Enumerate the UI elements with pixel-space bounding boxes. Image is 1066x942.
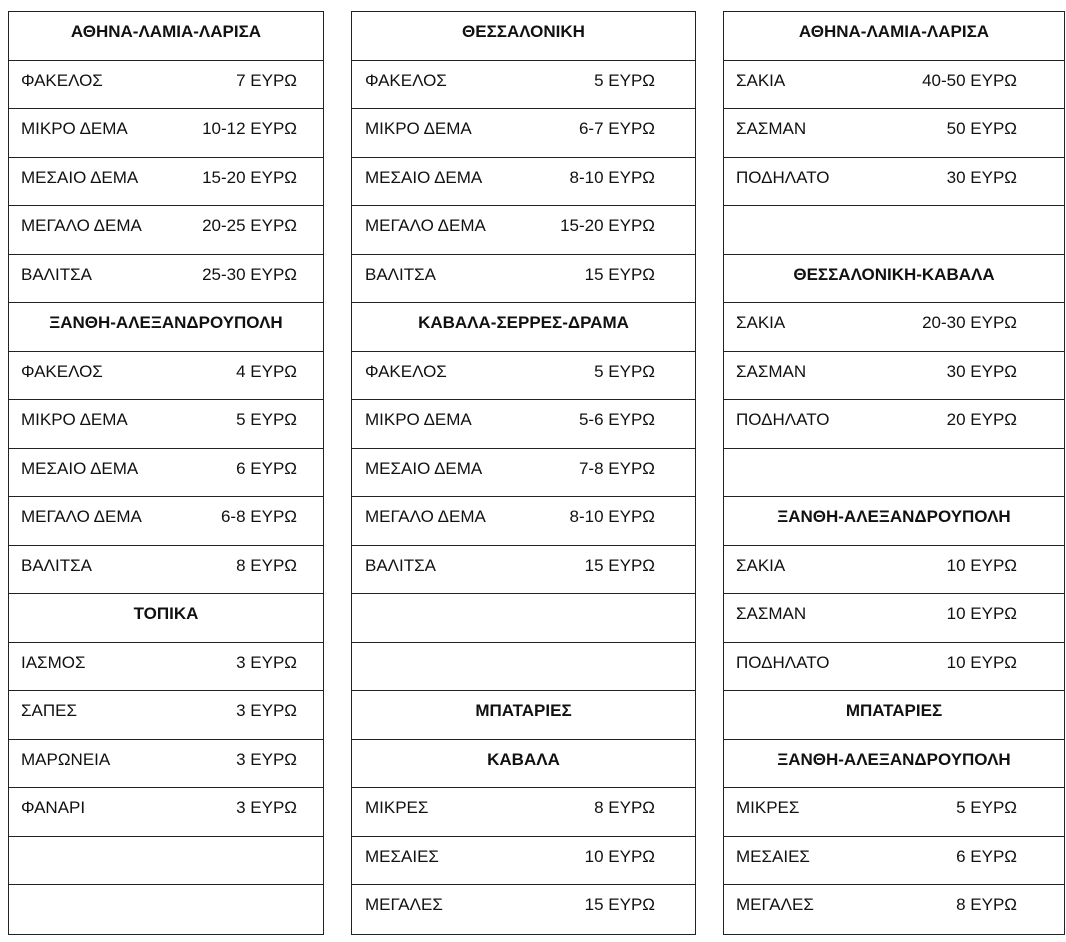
item-price: 25-30 ΕΥΡΩ [202, 264, 297, 284]
empty-cell [352, 594, 695, 643]
empty-cell [724, 206, 1064, 255]
item-price: 15-20 ΕΥΡΩ [560, 216, 655, 235]
price-row [9, 352, 323, 401]
item-label: ΣΑΚΙΑ [736, 70, 786, 90]
item-price: 6-7 ΕΥΡΩ [578, 119, 655, 138]
item-label: ΣΑΠΕΣ [21, 701, 77, 720]
price-row [352, 109, 695, 158]
item-label: ΠΟΔΗΛΑΤΟ [736, 167, 830, 187]
item-label: ΜΙΚΡΟ ΔΕΜΑ [21, 119, 128, 138]
price-row [352, 352, 695, 401]
empty-cell [724, 449, 1064, 498]
section-heading: ΚΑΒΑΛΑ-ΣΕΡΡΕΣ-ΔΡΑΜΑ [352, 303, 695, 352]
item-price: 20 ΕΥΡΩ [946, 410, 1017, 429]
item-price: 5 ΕΥΡΩ [594, 361, 655, 381]
item-label: ΒΑΛΙΤΣΑ [365, 555, 436, 575]
item-label: ΜΕΓΑΛΕΣ [736, 895, 814, 914]
item-label: ΜΙΚΡΟ ΔΕΜΑ [365, 119, 472, 138]
item-label: ΠΟΔΗΛΑΤΟ [736, 652, 830, 672]
price-row [9, 788, 323, 837]
price-row [9, 206, 323, 255]
section-heading: ΞΑΝΘΗ-ΑΛΕΞΑΝΔΡΟΥΠΟΛΗ [9, 303, 323, 352]
section-heading: ΤΟΠΙΚΑ [9, 594, 323, 643]
section-heading: ΜΠΑΤΑΡΙΕΣ [724, 691, 1064, 740]
item-label: ΜΙΚΡΟ ΔΕΜΑ [21, 410, 128, 429]
item-label: ΙΑΣΜΟΣ [21, 652, 86, 672]
section-heading: ΚΑΒΑΛΑ [352, 740, 695, 789]
price-row [9, 449, 323, 498]
empty-cell [352, 643, 695, 692]
item-label: ΣΑΣΜΑΝ [736, 604, 807, 623]
item-price: 10-12 ΕΥΡΩ [202, 119, 297, 138]
price-row [724, 643, 1064, 692]
item-label: ΒΑΛΙΤΣΑ [365, 264, 436, 284]
section-heading: ΑΘΗΝΑ-ΛΑΜΙΑ-ΛΑΡΙΣΑ [724, 12, 1064, 61]
item-label: ΦΑΚΕΛΟΣ [21, 70, 103, 90]
item-label: ΜΕΣΑΙΟ ΔΕΜΑ [365, 458, 483, 478]
item-price: 20-30 ΕΥΡΩ [922, 313, 1017, 332]
price-row [9, 400, 323, 449]
item-label: ΦΑΚΕΛΟΣ [365, 361, 447, 381]
price-row [352, 206, 695, 255]
item-price: 30 ΕΥΡΩ [946, 361, 1017, 381]
item-label: ΜΑΡΩΝΕΙΑ [21, 749, 111, 769]
price-column-2 [351, 11, 695, 935]
price-row [352, 61, 695, 110]
price-row [9, 546, 323, 595]
price-row [9, 691, 323, 740]
price-row [352, 885, 695, 934]
price-column-3 [723, 11, 1065, 935]
item-price: 7 ΕΥΡΩ [236, 70, 297, 90]
item-price: 15 ΕΥΡΩ [584, 895, 655, 914]
price-row [724, 546, 1064, 595]
price-row [724, 303, 1064, 352]
item-price: 8-10 ΕΥΡΩ [569, 507, 655, 526]
item-label: ΜΕΓΑΛΟ ΔΕΜΑ [21, 507, 142, 526]
item-label: ΜΕΣΑΙΟ ΔΕΜΑ [21, 458, 139, 478]
price-row [724, 158, 1064, 207]
item-label: ΣΑΚΙΑ [736, 313, 786, 332]
price-row [724, 400, 1064, 449]
section-heading: ΘΕΣΣΑΛΟΝΙΚΗ [352, 12, 695, 61]
item-price: 30 ΕΥΡΩ [946, 167, 1017, 187]
item-price: 5 ΕΥΡΩ [956, 798, 1017, 817]
item-label: ΜΕΣΑΙΕΣ [736, 846, 810, 866]
price-row [9, 61, 323, 110]
price-row [724, 61, 1064, 110]
item-label: ΜΙΚΡΕΣ [736, 798, 800, 817]
item-price: 8 ΕΥΡΩ [594, 798, 655, 817]
item-label: ΜΕΓΑΛΕΣ [365, 895, 443, 914]
item-label: ΜΕΣΑΙΕΣ [365, 846, 439, 866]
price-row [352, 158, 695, 207]
column-spacer [323, 11, 351, 935]
item-price: 3 ΕΥΡΩ [236, 798, 297, 817]
price-row [724, 788, 1064, 837]
empty-cell [9, 837, 323, 886]
item-price: 40-50 ΕΥΡΩ [922, 70, 1017, 90]
item-label: ΜΙΚΡΕΣ [365, 798, 429, 817]
item-label: ΜΕΓΑΛΟ ΔΕΜΑ [365, 507, 486, 526]
item-price: 15-20 ΕΥΡΩ [202, 167, 297, 187]
item-price: 5-6 ΕΥΡΩ [578, 410, 655, 429]
price-row [352, 255, 695, 304]
item-label: ΠΟΔΗΛΑΤΟ [736, 410, 830, 429]
price-row [724, 109, 1064, 158]
section-heading: ΜΠΑΤΑΡΙΕΣ [352, 691, 695, 740]
item-label: ΜΕΣΑΙΟ ΔΕΜΑ [365, 167, 483, 187]
item-label: ΦΑΝΑΡΙ [21, 798, 86, 817]
item-price: 8 ΕΥΡΩ [956, 895, 1017, 914]
item-price: 7-8 ΕΥΡΩ [578, 458, 655, 478]
price-row [352, 837, 695, 886]
item-price: 5 ΕΥΡΩ [236, 410, 297, 429]
item-label: ΦΑΚΕΛΟΣ [365, 70, 447, 90]
item-label: ΜΕΣΑΙΟ ΔΕΜΑ [21, 167, 139, 187]
price-row [352, 449, 695, 498]
price-row [724, 837, 1064, 886]
price-row [9, 109, 323, 158]
item-price: 10 ΕΥΡΩ [946, 604, 1017, 623]
price-row [352, 400, 695, 449]
item-price: 4 ΕΥΡΩ [236, 361, 297, 381]
item-label: ΜΕΓΑΛΟ ΔΕΜΑ [21, 216, 142, 235]
item-label: ΒΑΛΙΤΣΑ [21, 555, 92, 575]
item-price: 15 ΕΥΡΩ [584, 555, 655, 575]
section-heading: ΑΘΗΝΑ-ΛΑΜΙΑ-ΛΑΡΙΣΑ [9, 12, 323, 61]
section-heading: ΞΑΝΘΗ-ΑΛΕΞΑΝΔΡΟΥΠΟΛΗ [724, 497, 1064, 546]
item-price: 5 ΕΥΡΩ [594, 70, 655, 90]
item-price: 10 ΕΥΡΩ [946, 555, 1017, 575]
item-price: 3 ΕΥΡΩ [236, 749, 297, 769]
section-heading: ΘΕΣΣΑΛΟΝΙΚΗ-ΚΑΒΑΛΑ [724, 255, 1064, 304]
item-label: ΒΑΛΙΤΣΑ [21, 264, 92, 284]
item-price: 6 ΕΥΡΩ [236, 458, 297, 478]
item-label: ΦΑΚΕΛΟΣ [21, 361, 103, 381]
item-price: 3 ΕΥΡΩ [236, 652, 297, 672]
item-price: 10 ΕΥΡΩ [584, 846, 655, 866]
price-row [352, 788, 695, 837]
price-column-1 [8, 11, 323, 935]
price-row [724, 594, 1064, 643]
price-row [352, 497, 695, 546]
section-heading: ΞΑΝΘΗ-ΑΛΕΞΑΝΔΡΟΥΠΟΛΗ [724, 740, 1064, 789]
item-price: 3 ΕΥΡΩ [236, 701, 297, 720]
column-spacer [695, 11, 723, 935]
item-label: ΜΙΚΡΟ ΔΕΜΑ [365, 410, 472, 429]
price-row [9, 158, 323, 207]
empty-cell [9, 885, 323, 934]
item-label: ΣΑΚΙΑ [736, 555, 786, 575]
price-table [8, 11, 1065, 935]
price-row [724, 352, 1064, 401]
item-price: 20-25 ΕΥΡΩ [202, 216, 297, 235]
item-price: 10 ΕΥΡΩ [946, 652, 1017, 672]
item-price: 6 ΕΥΡΩ [956, 846, 1017, 866]
price-row [9, 255, 323, 304]
item-price: 8 ΕΥΡΩ [236, 555, 297, 575]
item-price: 15 ΕΥΡΩ [584, 264, 655, 284]
item-label: ΜΕΓΑΛΟ ΔΕΜΑ [365, 216, 486, 235]
item-price: 8-10 ΕΥΡΩ [569, 167, 655, 187]
item-label: ΣΑΣΜΑΝ [736, 361, 807, 381]
item-label: ΣΑΣΜΑΝ [736, 119, 807, 138]
price-row [352, 546, 695, 595]
price-row [9, 740, 323, 789]
price-row [9, 497, 323, 546]
item-price: 6-8 ΕΥΡΩ [220, 507, 297, 526]
price-row [9, 643, 323, 692]
price-row [724, 885, 1064, 934]
item-price: 50 ΕΥΡΩ [946, 119, 1017, 138]
